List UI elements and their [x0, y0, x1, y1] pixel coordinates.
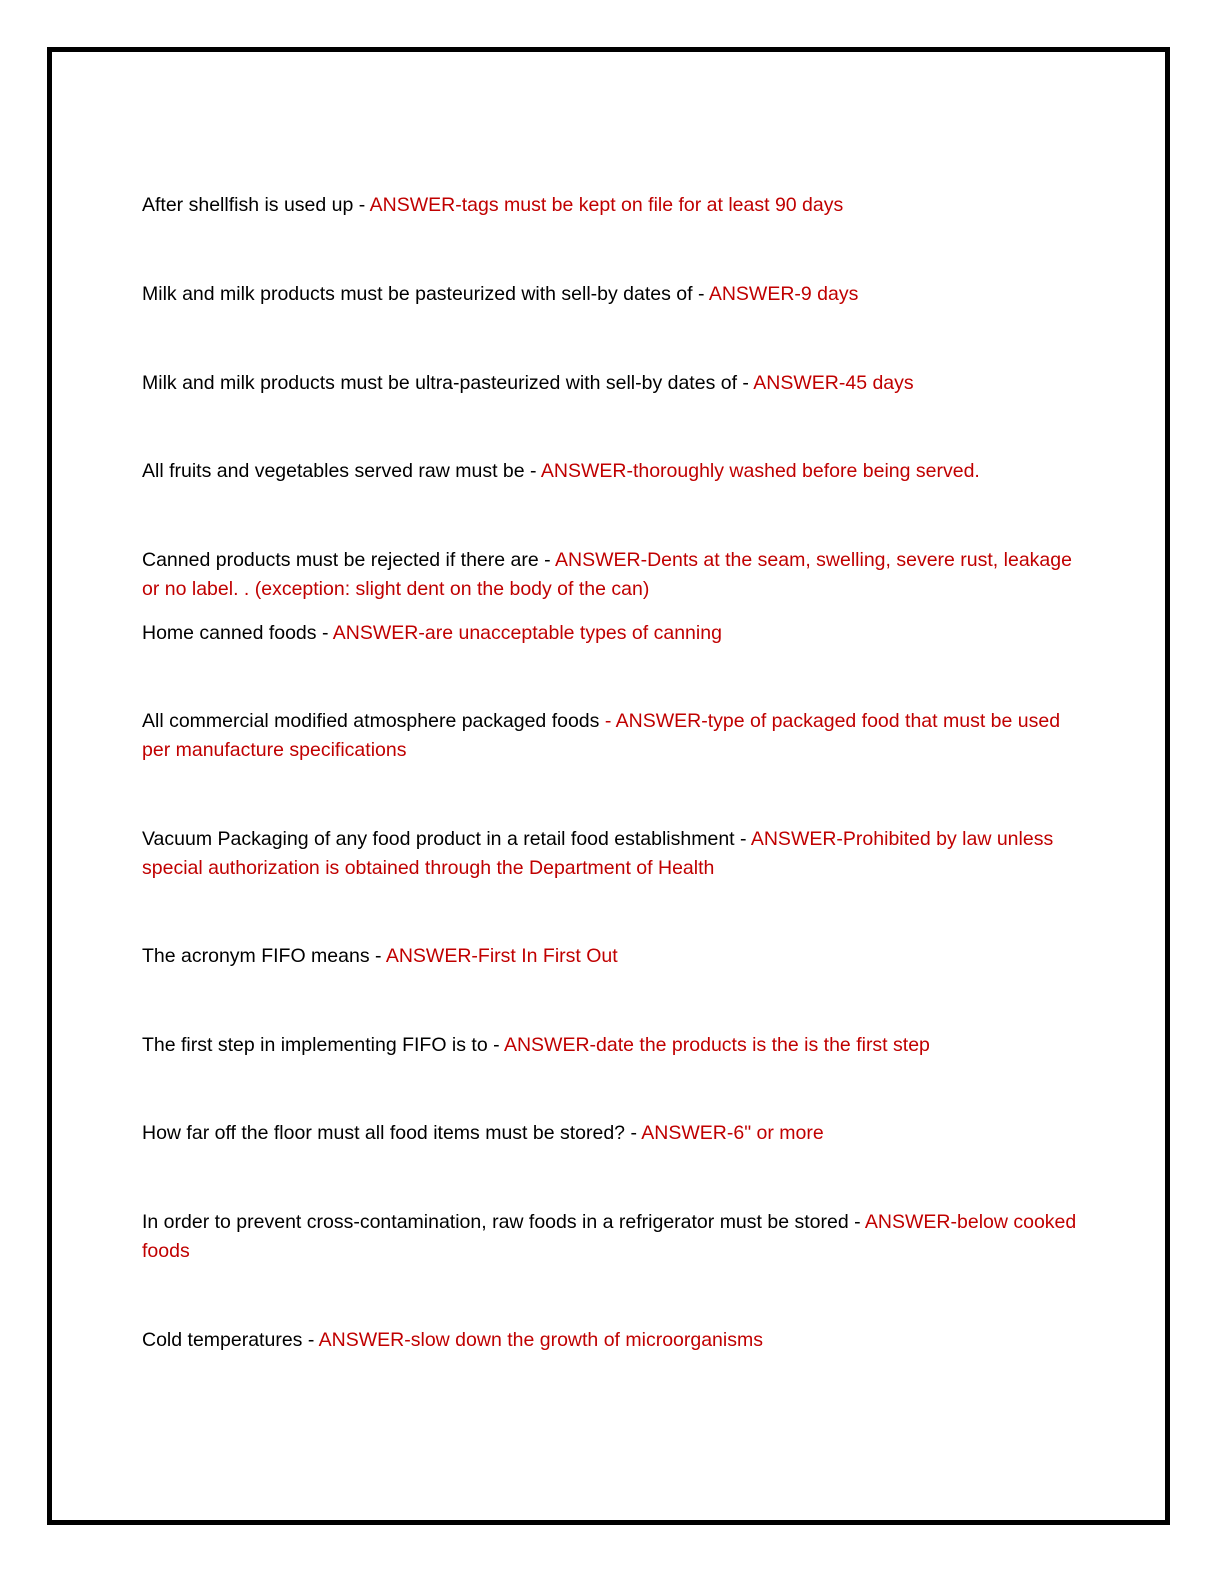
answer-text: ANSWER-Dents at the seam, swelling, severe rust, leakage or no label. . (exception: slight dent on the body of the can)	[142, 549, 1072, 600]
question-text: In order to prevent cross-contamination, raw foods in a refrigerator must be stored -	[142, 1211, 865, 1233]
answer-text: ANSWER-Prohibited by law unless special authorization is obtained through the Department of Health	[142, 828, 1054, 879]
qa-item	[142, 619, 1082, 648]
answer-text: ANSWER-tags must be kept on file for at least 90 days	[369, 194, 844, 216]
qa-item	[142, 1326, 1082, 1355]
answer-text: - ANSWER-type of packaged food that must be used per manufacture specifications	[142, 710, 1061, 761]
answer-text: ANSWER-slow down the growth of microorganisms	[318, 1329, 763, 1351]
question-text: Milk and milk products must be ultra-pasteurized with sell-by dates of -	[142, 372, 754, 394]
answer-text: ANSWER-date the products is the is the first step	[503, 1034, 930, 1056]
qa-item	[142, 457, 1082, 486]
qa-item	[142, 1119, 1082, 1148]
answer-text: ANSWER-below cooked foods	[142, 1211, 1077, 1262]
answer-text: ANSWER-45 days	[753, 372, 914, 394]
qa-item	[142, 942, 1082, 971]
question-text: Home canned foods -	[142, 622, 333, 644]
answer-text: ANSWER-9 days	[708, 283, 859, 305]
answer-text: ANSWER-thoroughly washed before being served.	[540, 460, 980, 482]
question-text: The acronym FIFO means -	[142, 945, 386, 967]
question-text: Cold temperatures -	[142, 1329, 319, 1351]
question-text: All fruits and vegetables served raw must be -	[142, 460, 541, 482]
qa-item	[142, 369, 1082, 398]
answer-text: ANSWER-are unacceptable types of canning	[332, 622, 722, 644]
qa-item	[142, 191, 1082, 220]
qa-item	[142, 1208, 1082, 1266]
qa-item	[142, 280, 1082, 309]
question-text: After shellfish is used up -	[142, 194, 370, 216]
qa-item	[142, 707, 1082, 765]
qa-item	[142, 1031, 1082, 1060]
answer-text: ANSWER-First In First Out	[385, 945, 618, 967]
question-text: Vacuum Packaging of any food product in a retail food establishment -	[142, 828, 751, 850]
question-text: All commercial modified atmosphere packaged foods	[142, 710, 605, 732]
question-text: How far off the floor must all food items must be stored? -	[142, 1122, 642, 1144]
qa-item	[142, 825, 1082, 883]
page-border	[47, 47, 1170, 1525]
answer-text: ANSWER-6" or more	[641, 1122, 824, 1144]
question-text: The first step in implementing FIFO is to -	[142, 1034, 504, 1056]
qa-item	[142, 546, 1082, 604]
question-text: Canned products must be rejected if there are -	[142, 549, 555, 571]
question-text: Milk and milk products must be pasteurized with sell-by dates of -	[142, 283, 709, 305]
